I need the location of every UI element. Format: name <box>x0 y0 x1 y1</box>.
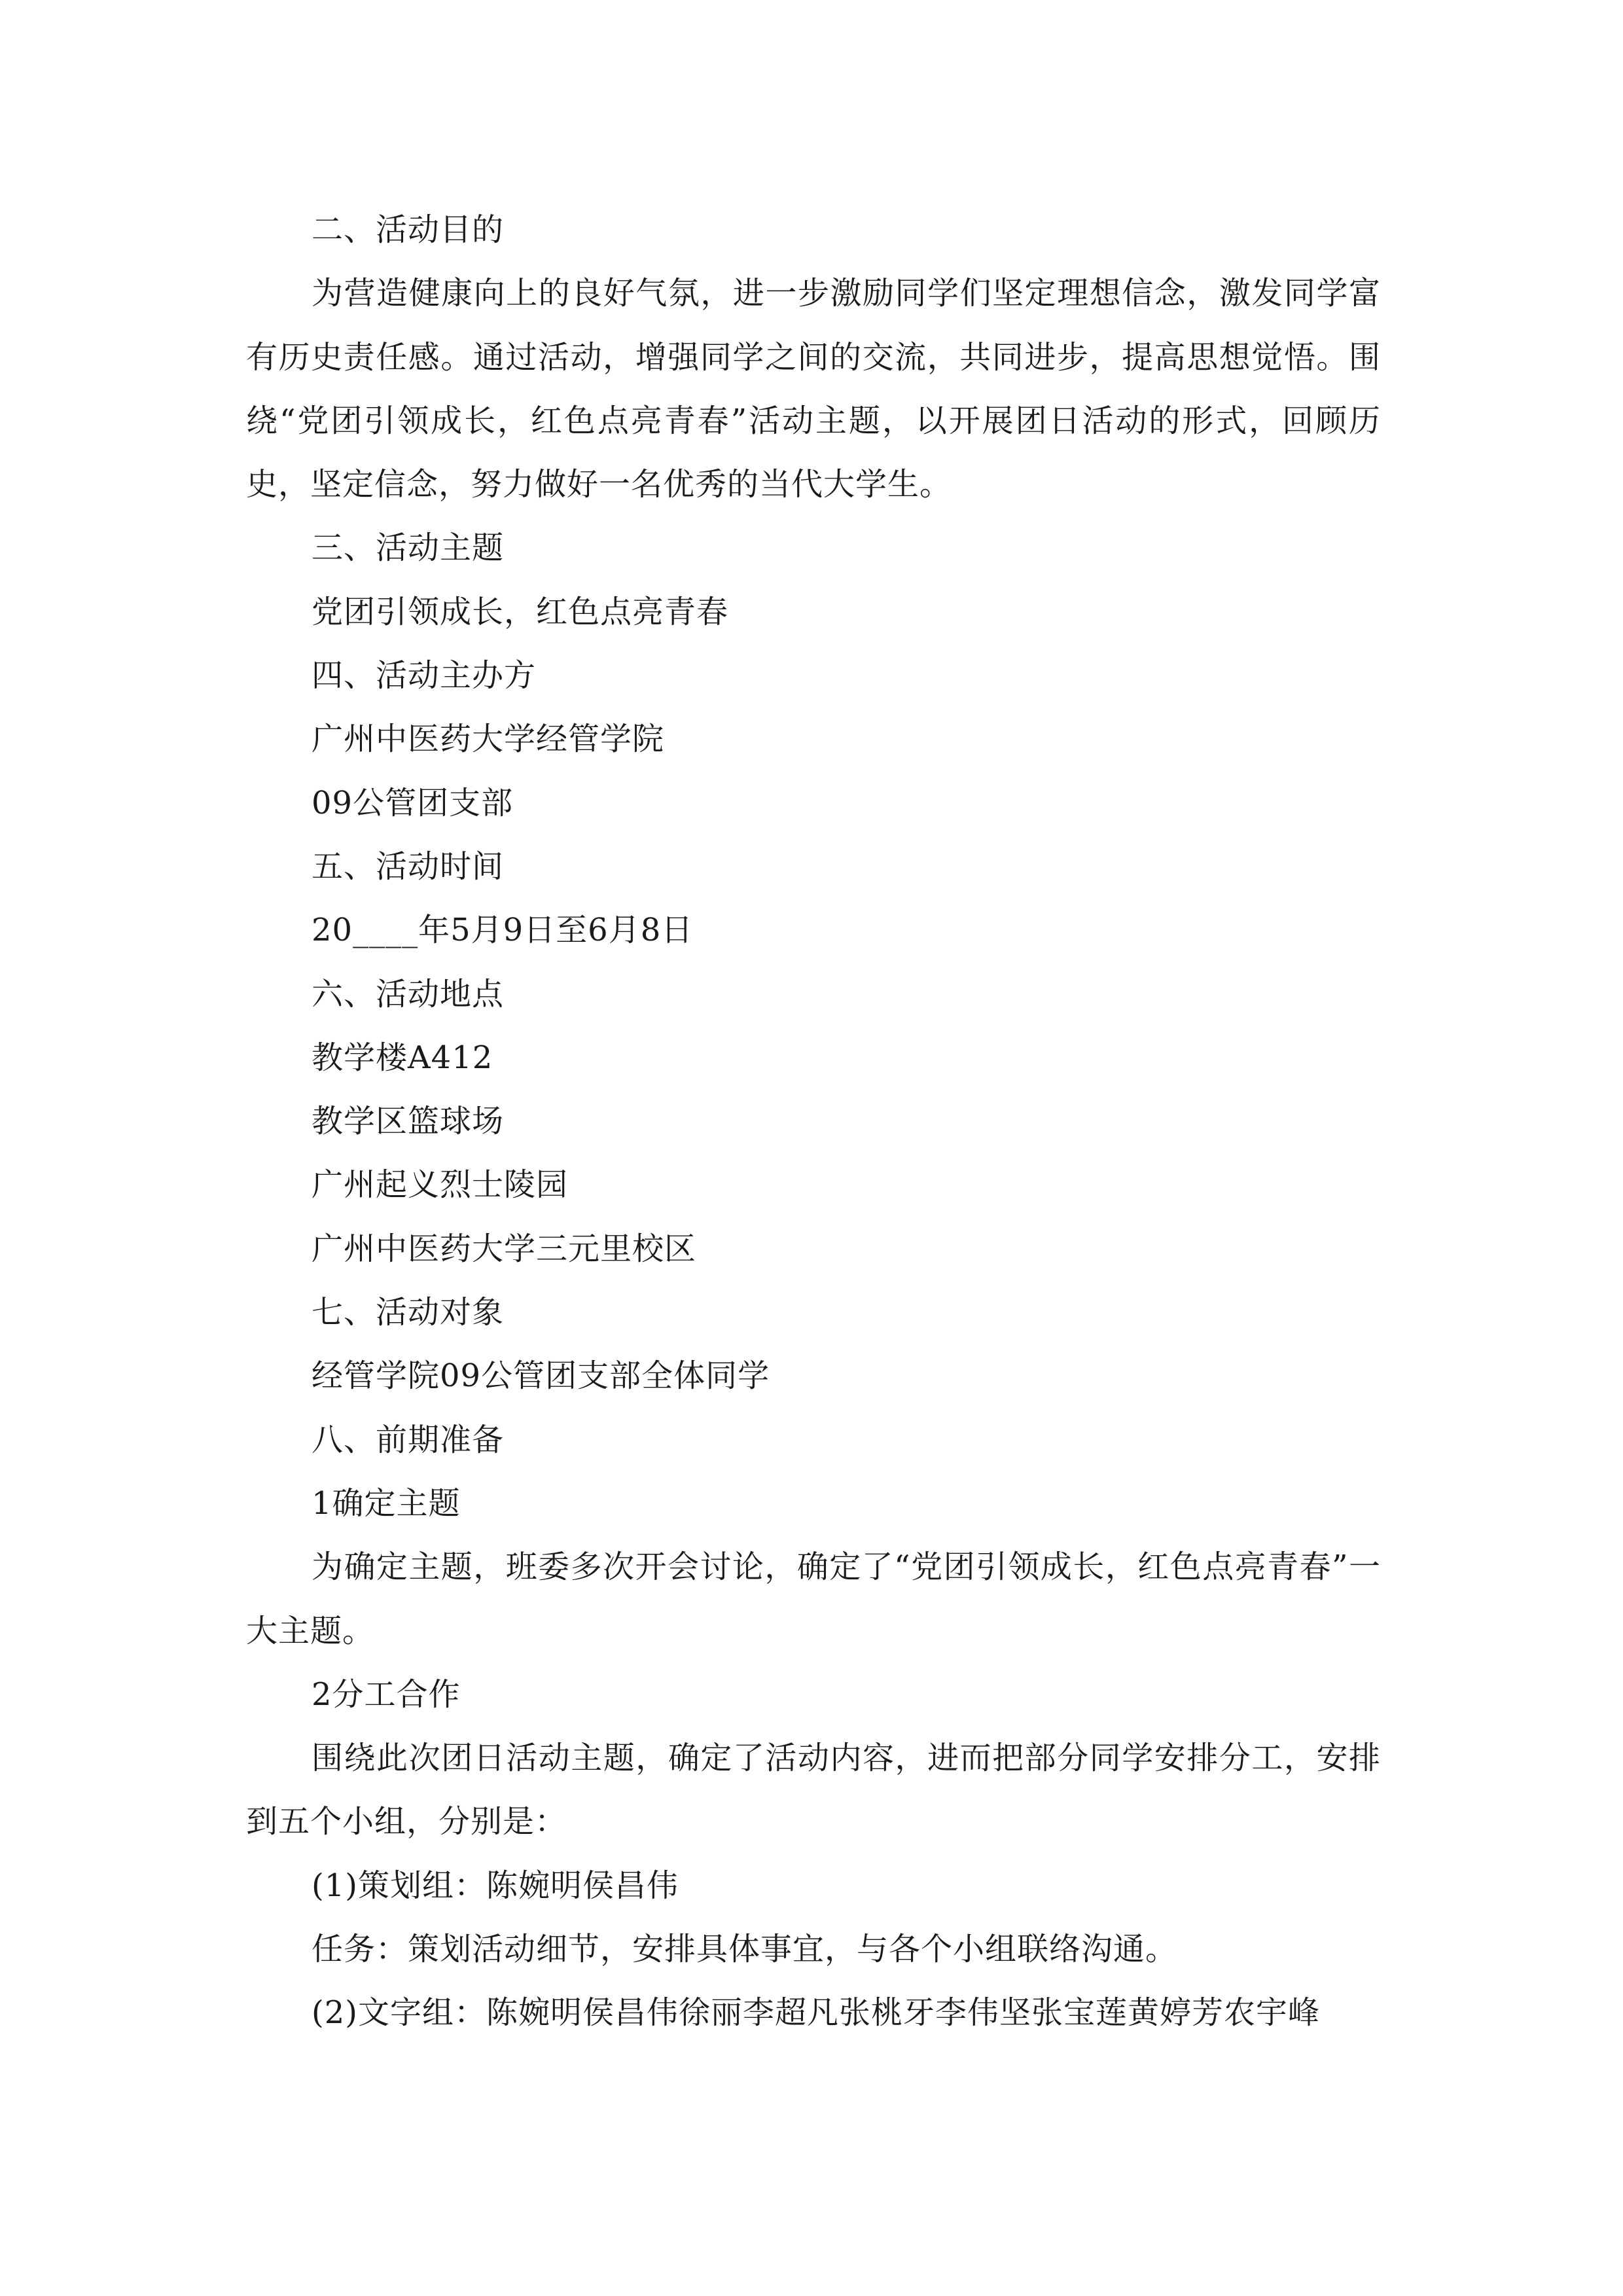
list-item-writing-group: (2)文字组：陈婉明侯昌伟徐丽李超凡张桃牙李伟坚张宝莲黄婷芳农宇峰 <box>312 1994 1320 2032</box>
subheading-confirm-theme: 1确定主题 <box>312 1484 461 1522</box>
heading-organizer: 四、活动主办方 <box>312 657 537 694</box>
paragraph-time-text: 20____年5月9日至6月8日 <box>312 912 694 949</box>
paragraph-purpose-text: 为营造健康向上的良好气氛，进一步激励同学们坚定理想信念，激发同学富有历史责任感。通过活动，增强同学之间的交流，共同进步，提高思想觉悟。围绕“党团引领成长，红色点亮青春”活动主题，以开展团日活动的形式，回顾历史，坚定信念，努力做好一名优秀的当代大学生。 <box>246 275 1381 503</box>
heading-activity-theme: 三、活动主题 <box>312 529 505 567</box>
paragraph-confirm-theme-text: 为确定主题，班委多次开会讨论，确定了“党团引领成长，红色点亮青春”一大主题。 <box>246 1549 1381 1649</box>
heading-activity-purpose: 二、活动目的 <box>312 211 505 248</box>
paragraph-location-4: 广州中医药大学三元里校区 <box>312 1230 697 1267</box>
heading-activity-time: 五、活动时间 <box>312 848 505 885</box>
list-item-planning-group: (1)策划组：陈婉明侯昌伟 <box>312 1867 679 1904</box>
paragraph-division-text: 围绕此次团日活动主题，确定了活动内容，进而把部分同学安排分工，安排到五个小组，分别是： <box>246 1740 1381 1840</box>
heading-preparation: 八、前期准备 <box>312 1421 505 1458</box>
paragraph-location-1: 教学楼A412 <box>312 1039 493 1076</box>
subheading-division-of-labor: 2分工合作 <box>312 1676 461 1713</box>
paragraph-location-2: 教学区篮球场 <box>312 1103 505 1140</box>
paragraph-location-3: 广州起义烈士陵园 <box>312 1166 569 1204</box>
paragraph-planning-task: 任务：策划活动细节，安排具体事宜，与各个小组联络沟通。 <box>312 1931 1178 1968</box>
paragraph-theme-text: 党团引领成长，红色点亮青春 <box>312 593 729 630</box>
paragraph-organizer-branch: 09公管团支部 <box>312 784 514 821</box>
paragraph-participants-text: 经管学院09公管团支部全体同学 <box>312 1357 770 1395</box>
paragraph-organizer-college: 广州中医药大学经管学院 <box>312 721 665 758</box>
heading-activity-location: 六、活动地点 <box>312 975 505 1013</box>
heading-activity-participants: 七、活动对象 <box>312 1294 505 1331</box>
document-body <box>246 198 1381 2045</box>
